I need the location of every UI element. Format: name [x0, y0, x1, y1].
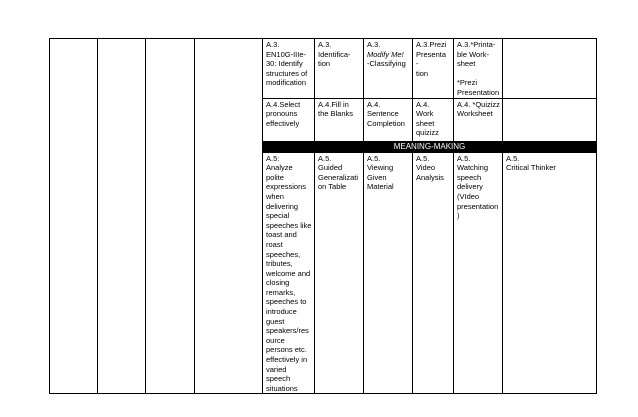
resource-cell: A.4. *Quizizz Worksheet [454, 98, 503, 141]
cell-lead: A.3. [367, 40, 381, 49]
competency-cell: A.5: Analyze polite expressions when delivering special speeches like toast and roast speeches, tributes, welcome and closing remarks, speeches to introduce guest speakers/res ource persons etc. effectively in varied speech situations [263, 152, 315, 394]
section-banner: MEANING-MAKING [263, 141, 597, 152]
resource-cell: A.5. Watching speech delivery (VIdeo presentation ) [454, 152, 503, 394]
cell-tail: -Classifying [367, 59, 406, 69]
activity-cell: A.3. Identifica- tion [315, 39, 364, 99]
strategy-cell: A.3.Prezi Presenta - tion [413, 39, 454, 99]
activity-cell: A.4.Fill in the Blanks [315, 98, 364, 141]
outcome-cell: A.5. Critical Thinker [503, 152, 597, 394]
activity-title: Modify Me! [367, 49, 404, 59]
table-row [50, 39, 597, 99]
activity-cell [364, 39, 413, 99]
competency-cell: A.3. EN10G-IIIe- 30: Identify structures of modification [263, 39, 315, 99]
outcome-cell [503, 98, 597, 141]
lesson-plan-table [49, 38, 597, 394]
activity-cell: A.5. Guided Generalizati on Table [315, 152, 364, 394]
strategy-cell: A.5. Video Analysis [413, 152, 454, 394]
empty-cell [50, 39, 98, 394]
empty-cell [98, 39, 146, 394]
outcome-cell [503, 39, 597, 99]
competency-cell: A.4.Select pronouns effectively [263, 98, 315, 141]
activity-cell: A.5. Viewing Given Material [364, 152, 413, 394]
strategy-cell: A.4. Work sheet quizizz [413, 98, 454, 141]
empty-cell [146, 39, 195, 394]
resource-cell: A.3.*Printa- ble Work- sheet *Prezi Presentation [454, 39, 503, 99]
empty-cell [195, 39, 263, 394]
activity-cell: A.4. Sentence Completion [364, 98, 413, 141]
